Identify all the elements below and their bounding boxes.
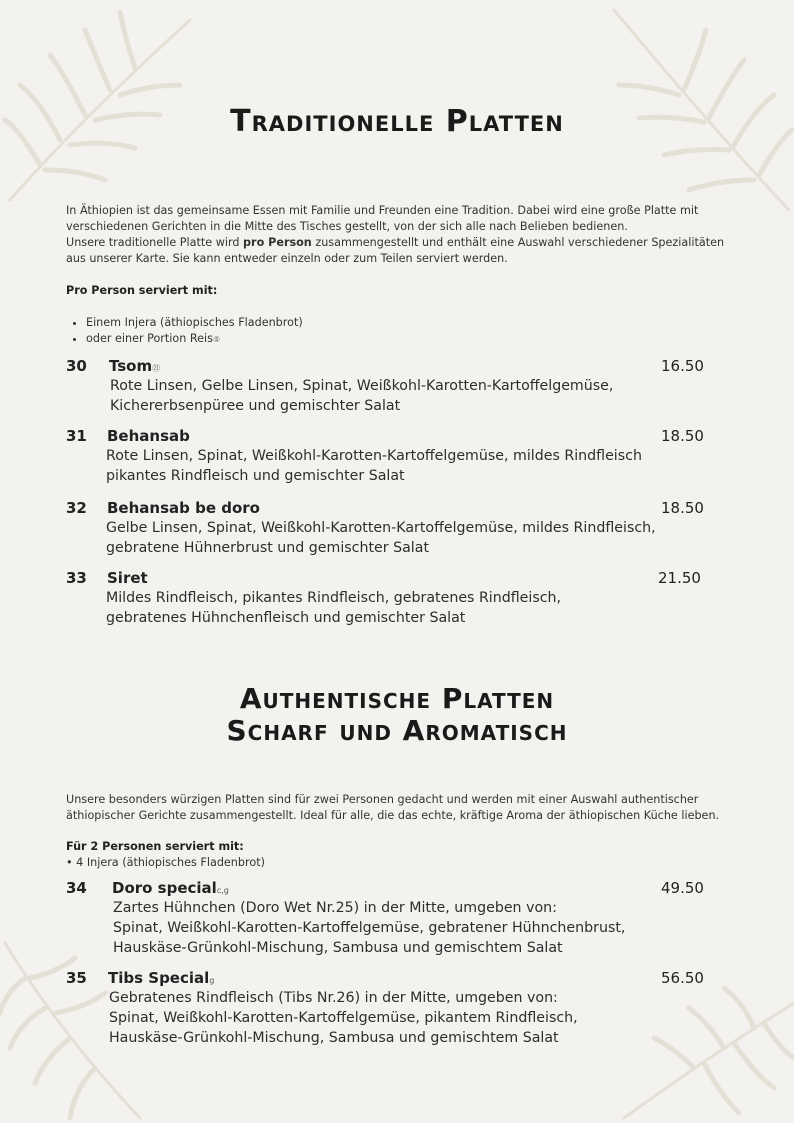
served-label-2: Für 2 Personen serviert mit:: [66, 840, 244, 853]
section-title-traditional: Traditionelle Platten: [230, 104, 564, 139]
served-item-2: • 4 Injera (äthiopisches Fladenbrot): [66, 856, 265, 869]
intro-traditional: In Äthiopien ist das gemeinsame Essen mit Familie und Freunden eine Tradition. Dabei wird eine große Platte mit verschiedenen Gerichten in die Mitte des Tisches gestellt, von der sich alle nach Belieben bedienen. Unsere traditionelle Platte wird pro Person zusammengestellt und enthält eine Auswahl verschiedener Spezialitäten aus unserer Karte. Sie kann entweder einzeln oder zum Teilen serviert werden.: [66, 204, 725, 265]
list-item: • oder einer Portion Reis⑤: [86, 331, 303, 348]
section-title-authentic: Authentische Platten Scharf und Aromatisch: [226, 682, 568, 747]
served-list: [66, 315, 303, 348]
served-label: Pro Person serviert mit:: [66, 284, 218, 297]
intro-authentic: Unsere besonders würzigen Platten sind für zwei Personen gedacht und werden mit einer Auswahl authentischer äthiopischer Gerichte zusammengestellt. Ideal für alle, die das echte, kräftige Aroma der äthiopischen Küche lieben.: [66, 793, 720, 822]
list-item: • Einem Injera (äthiopisches Fladenbrot): [86, 315, 303, 331]
leaf-decoration-bottom-right: [604, 983, 794, 1123]
